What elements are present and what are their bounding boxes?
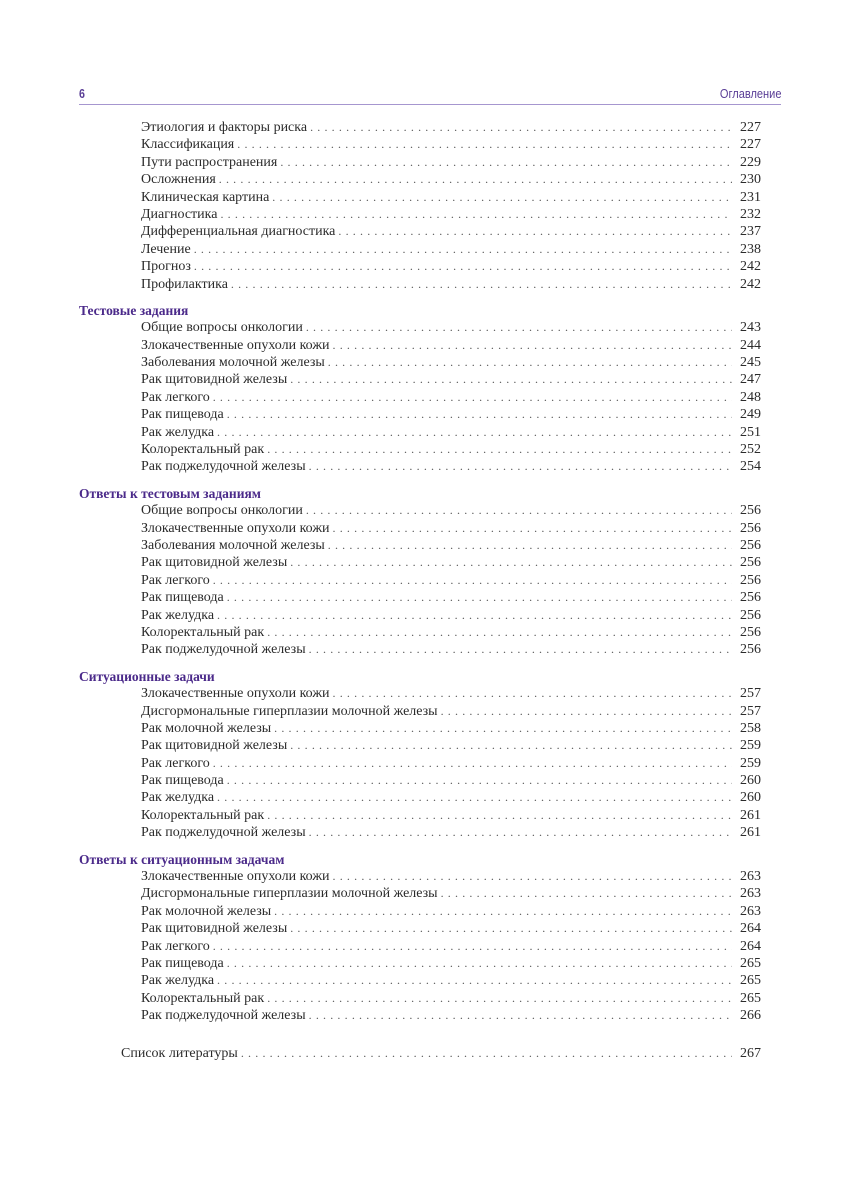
entry-page: 261 — [740, 807, 761, 823]
entry-page: 242 — [740, 259, 761, 275]
entry-page: 251 — [740, 424, 761, 440]
entry-page: 227 — [740, 120, 761, 135]
dot-leader — [280, 154, 732, 171]
toc-entry[interactable] — [79, 903, 761, 920]
entry-page: 256 — [740, 537, 761, 553]
entry-title: Рак поджелудочной железы — [141, 825, 306, 841]
entry-page: 256 — [740, 520, 761, 536]
entry-title: Рак желудка — [141, 424, 215, 440]
toc-entry[interactable] — [79, 755, 761, 772]
toc-entry[interactable] — [79, 502, 761, 519]
entry-title: Рак легкого — [141, 755, 210, 771]
section-heading[interactable]: Ответы к тестовым заданиям — [79, 485, 261, 501]
entry-page: 261 — [740, 825, 761, 841]
toc-entry[interactable] — [79, 703, 761, 720]
dot-leader — [309, 458, 732, 475]
dot-leader — [274, 903, 732, 920]
dot-leader — [290, 371, 732, 388]
toc-entry[interactable] — [79, 972, 761, 989]
toc-entry[interactable] — [79, 189, 761, 206]
toc-entry[interactable] — [79, 772, 761, 789]
entry-page: 257 — [740, 703, 761, 719]
toc-entry[interactable] — [79, 171, 761, 188]
entry-title: Колоректальный рак — [141, 990, 265, 1006]
entry-title: Дифференциальная диагностика — [141, 224, 336, 240]
toc-entry[interactable] — [79, 223, 761, 240]
dot-leader — [194, 258, 732, 275]
entry-page: 256 — [740, 555, 761, 571]
entry-title: Рак легкого — [141, 572, 210, 588]
toc-entry[interactable] — [79, 554, 761, 571]
entry-page: 256 — [740, 503, 761, 519]
entry-page: 260 — [740, 790, 761, 806]
entry-title: Классификация — [141, 137, 235, 153]
dot-leader — [217, 607, 732, 624]
entry-title: Рак щитовидной железы — [141, 738, 288, 754]
toc-entry[interactable] — [79, 458, 761, 475]
entry-title: Колоректальный рак — [141, 807, 265, 823]
toc-entry[interactable] — [79, 641, 761, 658]
dot-leader — [267, 441, 732, 458]
entry-page: 265 — [740, 973, 761, 989]
entry-title: Рак поджелудочной железы — [141, 459, 306, 475]
entry-page: 242 — [740, 276, 761, 292]
dot-leader — [227, 406, 732, 423]
entry-page: 244 — [740, 337, 761, 353]
entry-title: Общие вопросы онкологии — [141, 320, 303, 336]
entry-page: 264 — [740, 938, 761, 954]
toc-entry[interactable] — [79, 607, 761, 624]
entry-title: Рак пищевода — [141, 773, 224, 789]
dot-leader — [217, 424, 732, 441]
dot-leader — [333, 868, 732, 885]
entry-page: 245 — [740, 355, 761, 371]
entry-page: 258 — [740, 720, 761, 736]
entry-title: Прогноз — [141, 259, 191, 275]
toc-entry[interactable] — [79, 206, 761, 223]
toc-entry[interactable] — [79, 319, 761, 336]
dot-leader — [441, 885, 732, 902]
entry-page: 249 — [740, 407, 761, 423]
entry-title: Этиология и факторы риска — [141, 120, 308, 135]
dot-leader — [220, 206, 732, 223]
entry-title: Заболевания молочной железы — [141, 537, 325, 553]
dot-leader — [306, 502, 732, 519]
entry-page: 247 — [740, 372, 761, 388]
entry-title: Колоректальный рак — [141, 442, 265, 458]
toc-entry[interactable] — [79, 520, 761, 537]
toc-entry[interactable] — [79, 337, 761, 354]
dot-leader — [231, 276, 732, 293]
entry-title: Осложнения — [141, 172, 216, 188]
dot-leader — [290, 737, 732, 754]
dot-leader — [219, 171, 732, 188]
toc-entry[interactable] — [79, 371, 761, 388]
toc-entry[interactable] — [79, 441, 761, 458]
dot-leader — [290, 554, 732, 571]
dot-leader — [267, 624, 732, 641]
entry-title: Рак молочной железы — [141, 720, 272, 736]
toc-entry[interactable] — [79, 406, 761, 423]
entry-title: Рак пищевода — [141, 590, 224, 606]
dot-leader — [290, 920, 732, 937]
entry-title: Колоректальный рак — [141, 624, 265, 640]
toc-entry[interactable] — [79, 241, 761, 258]
toc-entry[interactable] — [79, 136, 761, 153]
dot-leader — [194, 241, 732, 258]
dot-leader — [213, 938, 732, 955]
toc-entry[interactable] — [79, 424, 761, 441]
entry-page: 265 — [740, 990, 761, 1006]
toc-entry[interactable] — [79, 1007, 761, 1024]
toc-entry[interactable] — [79, 824, 761, 841]
toc-continued-block — [79, 119, 761, 293]
entry-title: Рак пищевода — [141, 955, 224, 971]
page-number: 6 — [79, 86, 85, 101]
dot-leader — [306, 319, 732, 336]
toc-entry[interactable] — [79, 624, 761, 641]
running-title: Оглавление — [719, 86, 781, 101]
dot-leader — [267, 990, 732, 1007]
dot-leader — [227, 955, 732, 972]
entry-title: Злокачественные опухоли кожи — [141, 337, 330, 353]
toc-entry[interactable] — [79, 885, 761, 902]
dot-leader — [333, 520, 732, 537]
dot-leader — [310, 119, 732, 136]
toc-entry[interactable] — [79, 920, 761, 937]
entry-page: 256 — [740, 607, 761, 623]
toc-entry[interactable] — [79, 685, 761, 702]
toc-entry[interactable] — [79, 737, 761, 754]
dot-leader — [309, 641, 732, 658]
section-heading[interactable]: Ситуационные задачи — [79, 668, 215, 684]
entry-title: Лечение — [141, 241, 191, 257]
entry-title: Дисгормональные гиперплазии молочной железы — [141, 886, 438, 902]
toc-entry-bibliography[interactable] — [79, 1045, 761, 1062]
toc-entry[interactable] — [79, 990, 761, 1007]
dot-leader — [213, 389, 732, 406]
toc-section-case-answers — [79, 851, 761, 1025]
entry-title: Диагностика — [141, 206, 218, 222]
entry-page: 254 — [740, 459, 761, 475]
toc-entry[interactable] — [79, 389, 761, 406]
entry-page: 252 — [740, 442, 761, 458]
entry-page: 263 — [740, 903, 761, 919]
section-heading[interactable]: Ответы к ситуационным задачам — [79, 851, 285, 867]
toc-section-test-answers — [79, 485, 761, 659]
entry-title: Общие вопросы онкологии — [141, 503, 303, 519]
dot-leader — [241, 1045, 732, 1062]
entry-page: 264 — [740, 921, 761, 937]
toc-entry[interactable] — [79, 258, 761, 275]
dot-leader — [217, 789, 732, 806]
entry-title: Рак легкого — [141, 938, 210, 954]
entry-page: 256 — [740, 572, 761, 588]
entry-page: 256 — [740, 590, 761, 606]
entry-page: 260 — [740, 773, 761, 789]
toc-entry[interactable] — [79, 354, 761, 371]
toc-entry[interactable] — [79, 572, 761, 589]
toc-section-case-problems — [79, 668, 761, 842]
entry-page: 227 — [740, 137, 761, 153]
entry-page: 231 — [740, 189, 761, 205]
dot-leader — [328, 354, 732, 371]
entry-title: Злокачественные опухоли кожи — [141, 869, 330, 885]
toc-entry[interactable] — [79, 154, 761, 171]
entry-page: 256 — [740, 642, 761, 658]
entry-title: Клиническая картина — [141, 189, 270, 205]
dot-leader — [227, 589, 732, 606]
entry-title: Злокачественные опухоли кожи — [141, 686, 330, 702]
toc-entry[interactable] — [79, 938, 761, 955]
entry-title: Рак поджелудочной железы — [141, 1008, 306, 1024]
entry-title: Рак желудка — [141, 607, 215, 623]
dot-leader — [227, 772, 732, 789]
dot-leader — [328, 537, 732, 554]
entry-title: Пути распространения — [141, 154, 278, 170]
entry-page: 266 — [740, 1008, 761, 1024]
running-head — [79, 84, 781, 105]
entry-title: Рак щитовидной железы — [141, 555, 288, 571]
entry-title: Рак щитовидной железы — [141, 372, 288, 388]
toc-entry[interactable] — [79, 955, 761, 972]
entry-page: 259 — [740, 738, 761, 754]
toc-entry[interactable] — [79, 868, 761, 885]
entry-title: Рак щитовидной железы — [141, 921, 288, 937]
entry-page: 232 — [740, 206, 761, 222]
entry-page: 265 — [740, 955, 761, 971]
dot-leader — [333, 685, 732, 702]
dot-leader — [213, 572, 732, 589]
entry-page: 248 — [740, 389, 761, 405]
entry-page: 263 — [740, 886, 761, 902]
entry-title: Рак поджелудочной железы — [141, 642, 306, 658]
entry-title: Профилактика — [141, 276, 228, 292]
entry-title: Рак желудка — [141, 973, 215, 989]
dot-leader — [272, 189, 732, 206]
dot-leader — [309, 824, 732, 841]
toc-entry[interactable] — [79, 119, 761, 136]
toc-entry[interactable] — [79, 276, 761, 293]
dot-leader — [338, 223, 732, 240]
toc-entry[interactable] — [79, 807, 761, 824]
entry-title: Дисгормональные гиперплазии молочной железы — [141, 703, 438, 719]
entry-page: 259 — [740, 755, 761, 771]
entry-page: 238 — [740, 241, 761, 257]
entry-title: Рак легкого — [141, 389, 210, 405]
section-heading[interactable]: Тестовые задания — [79, 302, 189, 318]
entry-page: 267 — [740, 1045, 761, 1061]
entry-page: 263 — [740, 869, 761, 885]
entry-title: Рак молочной железы — [141, 903, 272, 919]
entry-page: 237 — [740, 224, 761, 240]
entry-page: 243 — [740, 320, 761, 336]
dot-leader — [213, 755, 732, 772]
dot-leader — [333, 337, 732, 354]
toc-entry[interactable] — [79, 789, 761, 806]
toc-entry[interactable] — [79, 589, 761, 606]
entry-page: 230 — [740, 172, 761, 188]
entry-title: Рак желудка — [141, 790, 215, 806]
toc-section-test-tasks — [79, 302, 761, 476]
entry-page: 229 — [740, 154, 761, 170]
table-of-contents — [79, 119, 761, 1062]
entry-title: Рак пищевода — [141, 407, 224, 423]
entry-title: Злокачественные опухоли кожи — [141, 520, 330, 536]
entry-title: Заболевания молочной железы — [141, 355, 325, 371]
entry-page: 257 — [740, 686, 761, 702]
entry-page: 256 — [740, 624, 761, 640]
dot-leader — [274, 720, 732, 737]
spacer — [79, 1034, 761, 1045]
toc-entry[interactable] — [79, 720, 761, 737]
entry-title: Список литературы — [121, 1045, 238, 1061]
dot-leader — [441, 703, 732, 720]
toc-entry[interactable] — [79, 537, 761, 554]
dot-leader — [237, 136, 732, 153]
dot-leader — [217, 972, 732, 989]
dot-leader — [309, 1007, 732, 1024]
dot-leader — [267, 807, 732, 824]
